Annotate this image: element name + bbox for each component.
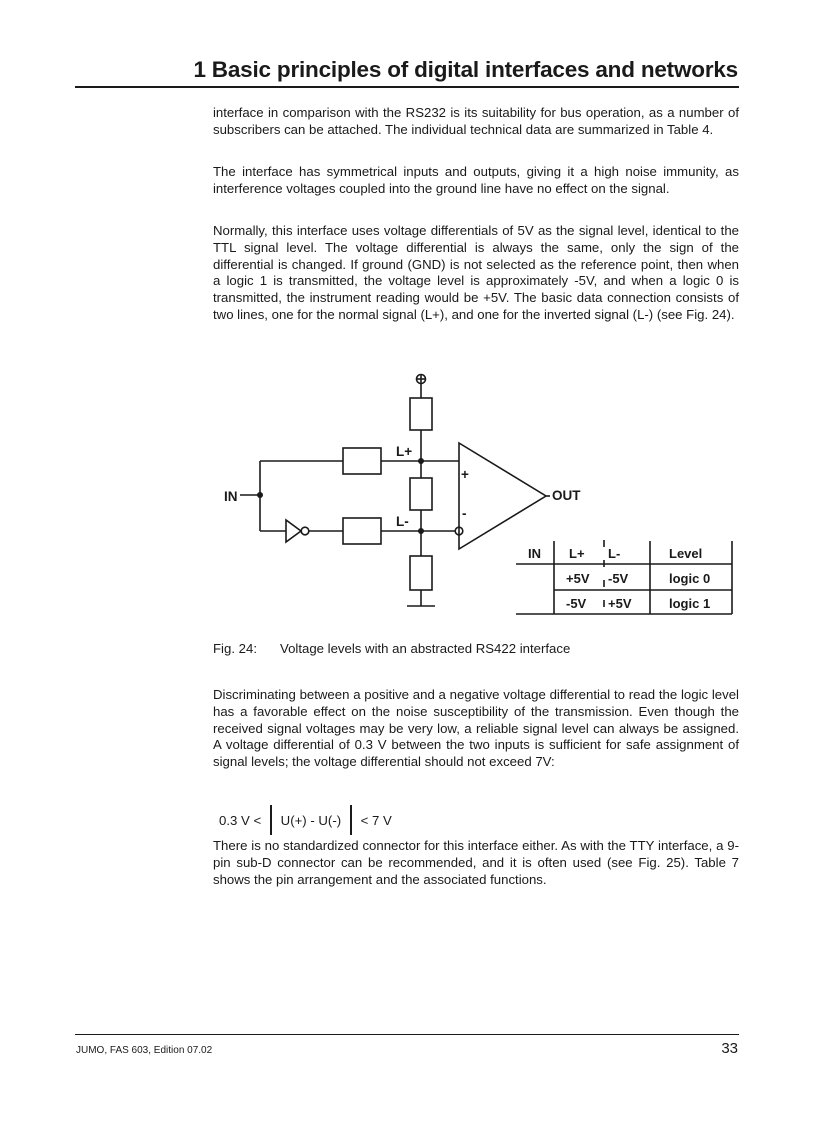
label-l-minus: L- — [396, 514, 409, 529]
page-number: 33 — [721, 1040, 738, 1057]
rs422-circuit-figure — [224, 368, 744, 620]
inverter-icon — [286, 520, 301, 542]
table-cell: logic 0 — [669, 571, 711, 586]
absolute-bar-left — [270, 805, 272, 835]
footer-rule — [75, 1034, 739, 1035]
pulldown-resistor — [410, 556, 432, 590]
middle-resistor — [410, 478, 432, 510]
label-plus: + — [461, 467, 469, 482]
table-cell: -5V — [566, 596, 587, 611]
lower-series-resistor — [343, 518, 381, 544]
paragraph-3: Normally, this interface uses voltage differentials of 5V as the signal level, identical to the TTL signal level. The voltage differential is always the same, only the sign of the differential is changed. If ground (GND) is not selected as the reference point, then when a logic 1 is transmitted, the voltage level is approximately -5V, and when a logic 0 is transmitted, the instrument reading would be +5V. The basic data connection consists of two lines, one for the normal signal (L+), and one for the inverted signal (L-) (see Fig. 24). — [213, 223, 739, 322]
paragraph-5: There is no standardized connector for this interface either. As with the TTY interface, a 9-pin sub-D connector can be recommended, and it is often used (see Fig. 25). Table 7 shows the pin arrangement and the associated functions. — [213, 838, 739, 887]
label-minus: - — [462, 506, 467, 521]
footer-edition: JUMO, FAS 603, Edition 07.02 — [76, 1045, 213, 1056]
label-out: OUT — [552, 488, 581, 503]
formula-middle: U(+) - U(-) — [280, 812, 342, 828]
table-header-l-minus: L- — [608, 546, 621, 561]
paragraph-2: The interface has symmetrical inputs and outputs, giving it a high noise immunity, as interference voltages coupled into the ground line have no effect on the signal. — [213, 164, 739, 196]
paragraph-4: Discriminating between a positive and a negative voltage differential to read the logic level has a favorable effect on the noise susceptibility of the transmission. Even though the received signal voltages may be very low, a reliable signal level can always be assigned. A voltage differential of 0.3 V between the two inputs is sufficient for safe assignment of signal levels; the voltage differential should not exceed 7V: — [213, 687, 739, 770]
figure-caption — [213, 641, 570, 656]
paragraph-1: interface in comparison with the RS232 is its suitability for bus operation, as a number of subscribers can be attached. The individual technical data are summarized in Table 4. — [213, 105, 739, 137]
upper-series-resistor — [343, 448, 381, 474]
title-rule — [75, 86, 739, 88]
figure-caption-number: Fig. 24: — [213, 641, 257, 656]
table-cell: logic 1 — [669, 596, 711, 611]
table-header-level: Level — [669, 546, 703, 561]
table-cell: +5V — [608, 596, 632, 611]
table-header-in: IN — [528, 546, 541, 561]
formula-left: 0.3 V < — [219, 812, 262, 828]
table-cell: +5V — [566, 571, 590, 586]
label-l-plus: L+ — [396, 444, 413, 459]
comparator-icon — [459, 443, 546, 549]
voltage-formula — [219, 805, 392, 835]
chapter-title: 1 Basic principles of digital interfaces and networks — [193, 57, 738, 82]
label-in: IN — [224, 489, 238, 504]
table-header-l-plus: L+ — [569, 546, 585, 561]
pullup-resistor — [410, 398, 432, 430]
figure-caption-text: Voltage levels with an abstracted RS422 interface — [280, 641, 571, 656]
absolute-bar-right — [350, 805, 352, 835]
table-cell: -5V — [608, 571, 629, 586]
formula-right: < 7 V — [360, 812, 392, 828]
